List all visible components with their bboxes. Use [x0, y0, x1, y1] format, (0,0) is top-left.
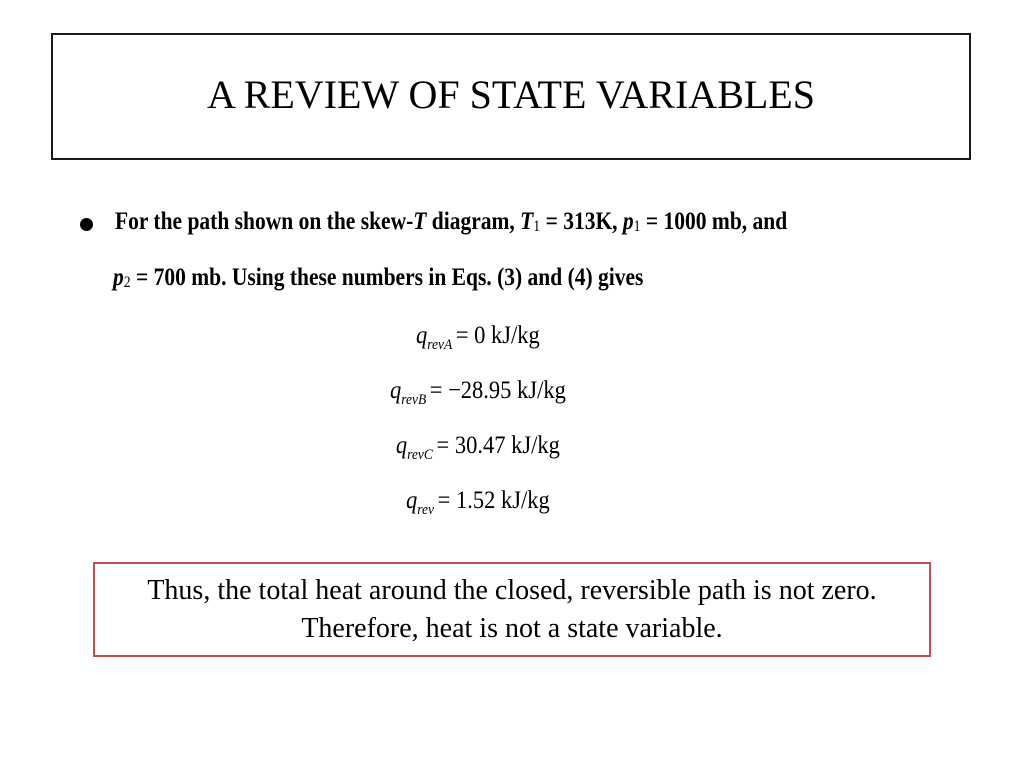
- equation-q-rev-c: [0, 432, 956, 463]
- title-box: [51, 33, 971, 160]
- equation-value: = −28.95 kJ/kg: [429, 377, 566, 404]
- line1-suffix: = 1000 mb, and: [640, 208, 788, 235]
- equation-value: = 30.47 kJ/kg: [436, 432, 560, 459]
- equation-value: = 1.52 kJ/kg: [437, 487, 550, 514]
- conclusion-text: Thus, the total heat around the closed, reversible path is not zero. Therefore, heat is not a state variable.: [147, 574, 877, 644]
- equation-q-rev-b: [0, 377, 956, 408]
- bullet-text-line-1: [115, 208, 787, 236]
- slide-title: A REVIEW OF STATE VARIABLES: [207, 72, 815, 117]
- line2-suffix: = 700 mb. Using these numbers in Eqs. (3) and (4) gives: [130, 264, 644, 291]
- p1-subscript: 1: [633, 218, 641, 235]
- t1-subscript: 1: [533, 218, 541, 235]
- equation-q-rev-total: [0, 487, 956, 518]
- bullet-dot-icon: [80, 218, 93, 231]
- equation-symbol: q: [395, 432, 408, 459]
- bullet-text-line-2: [113, 264, 643, 292]
- equation-subscript: revB: [401, 392, 427, 408]
- equation-subscript: revC: [407, 447, 433, 463]
- equation-value: = 0 kJ/kg: [455, 322, 540, 349]
- equation-subscript: revA: [427, 337, 453, 353]
- p2-label: p: [113, 264, 124, 291]
- equation-symbol: q: [415, 322, 428, 349]
- line1-mid1: diagram,: [426, 208, 521, 235]
- equation-symbol: q: [389, 377, 402, 404]
- p2-subscript: 2: [123, 274, 131, 291]
- line1-mid2: = 313K,: [540, 208, 623, 235]
- line1-prefix: For the path shown on the skew-: [115, 208, 414, 235]
- p1-label: p: [622, 208, 634, 235]
- equation-symbol: q: [406, 487, 418, 514]
- conclusion-box: [93, 562, 931, 657]
- equation-subscript: rev: [417, 502, 435, 518]
- skew-t-label: T: [413, 208, 427, 235]
- equation-q-rev-a: [0, 322, 956, 353]
- t1-label: T: [520, 208, 534, 235]
